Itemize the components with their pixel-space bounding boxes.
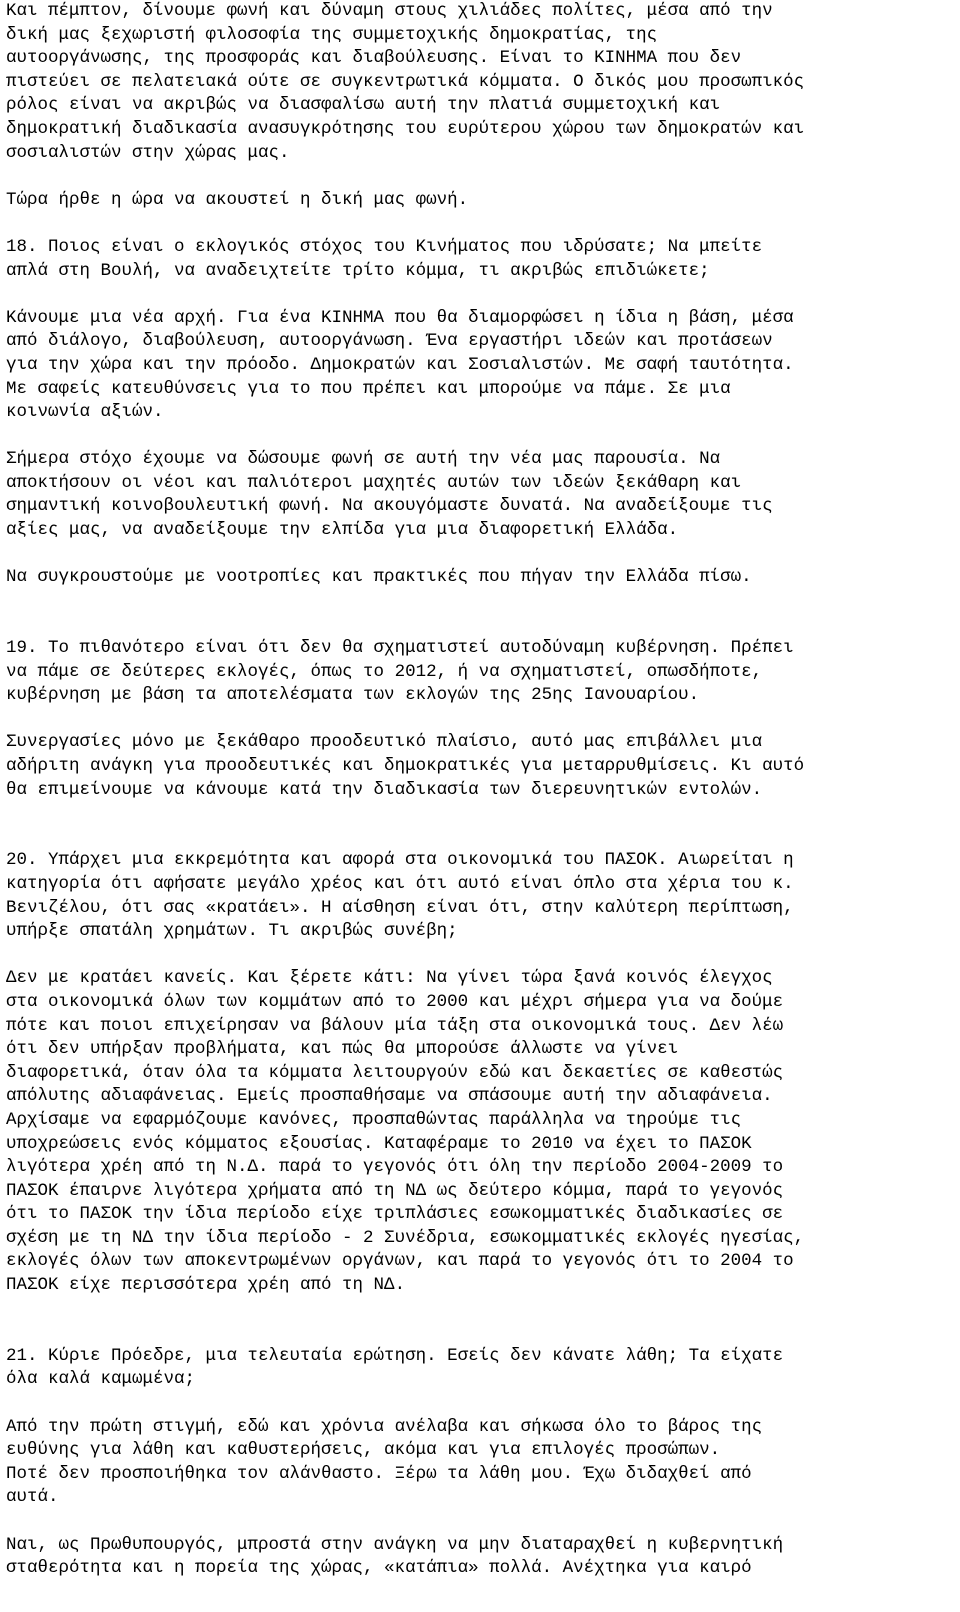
text-line: ότι δεν υπήρξαν προβλήματα, και πώς θα μπορούσε άλλωστε να γίνει [6, 1039, 679, 1060]
blank-line [6, 801, 960, 826]
blank-line [6, 1320, 960, 1345]
text-line: Τώρα ήρθε η ώρα να ακουστεί η δική μας φωνή. [6, 189, 469, 210]
text-line: αποκτήσουν οι νέοι και παλιότεροι μαχητές αυτών των ιδεών ξεκάθαρη και [6, 472, 742, 493]
text-line: αξίες μας, να αναδείξουμε την ελπίδα για μια διαφορετική Ελλάδα. [6, 520, 679, 541]
text-line: ευθύνης για λάθη και καθυστερήσεις, ακόμα και για επιλογές προσώπων. [6, 1440, 721, 1461]
text-line: Να συγκρουστούμε με νοοτροπίες και πρακτικές που πήγαν την Ελλάδα πίσω. [6, 567, 752, 588]
text-line: λιγότερα χρέη από τη Ν.Δ. παρά το γεγονός ότι όλη την περίοδο 2004-2009 το [6, 1157, 784, 1178]
text-line: Αρχίσαμε να εφαρμόζουμε κανόνες, προσπαθώντας παράλληλα να τηρούμε τις [6, 1109, 742, 1130]
text-line: σταθερότητα και η πορεία της χώρας, «κατάπια» πολλά. Ανέχτηκα για καιρό [6, 1558, 752, 1579]
blank-line [6, 282, 960, 307]
text-line: κοινωνία αξιών. [6, 402, 164, 423]
text-line: Δεν με κρατάει κανείς. Και ξέρετε κάτι: Να γίνει τώρα ξανά κοινός έλεγχος [6, 968, 773, 989]
text-line: δημοκρατική διαδικασία ανασυγκρότησης του ευρύτερου χώρου των δημοκρατών και [6, 118, 805, 139]
blank-line [6, 1391, 960, 1416]
blank-line [6, 707, 960, 732]
blank-line [6, 943, 960, 968]
blank-line [6, 1509, 960, 1534]
text-line: 20. Υπάρχει μια εκκρεμότητα και αφορά στα οικονομικά του ΠΑΣΟΚ. Αιωρείται η [6, 850, 794, 871]
text-line: από διάλογο, διαβούλευση, αυτοοργάνωση. Ένα εργαστήρι ιδεών και προτάσεων [6, 331, 773, 352]
blank-line [6, 211, 960, 236]
text-line: αυτοοργάνωσης, της προσφοράς και διαβούλευσης. Είναι το ΚΙΝΗΜΑ που δεν [6, 48, 742, 69]
text-line: σχέση με τη ΝΔ την ίδια περίοδο - 2 Συνέδρια, εσωκομματικές εκλογές ηγεσίας, [6, 1227, 805, 1248]
text-line: Ναι, ως Πρωθυπουργός, μπροστά στην ανάγκη να μην διαταραχθεί η κυβερνητική [6, 1534, 784, 1555]
text-line: ρόλος είναι να ακριβώς να διασφαλίσω αυτή την πλατιά συμμετοχική και [6, 95, 721, 116]
text-line: δική μας ξεχωριστή φιλοσοφία της συμμετοχικής δημοκρατίας, της [6, 24, 658, 45]
text-line: Βενιζέλου, ότι σας «κρατάει». Η αίσθηση είναι ότι, στην καλύτερη περίπτωση, [6, 897, 794, 918]
blank-line [6, 424, 960, 449]
text-line: αυτά. [6, 1487, 59, 1508]
text-line: για την χώρα και την πρόοδο. Δημοκρατών και Σοσιαλιστών. Με σαφή ταυτότητα. [6, 354, 794, 375]
blank-line [6, 542, 960, 567]
text-line: 19. Το πιθανότερο είναι ότι δεν θα σχηματιστεί αυτοδύναμη κυβέρνηση. Πρέπει [6, 638, 794, 659]
text-line: αδήριτη ανάγκη για προοδευτικές και δημοκρατικές για μεταρρυθμίσεις. Κι αυτό [6, 756, 805, 776]
text-line: Συνεργασίες μόνο με ξεκάθαρο προοδευτικό πλαίσιο, αυτό μας επιβάλλει μια [6, 732, 763, 753]
blank-line [6, 825, 960, 850]
text-line: Κάνουμε μια νέα αρχή. Για ένα ΚΙΝΗΜΑ που θα διαμορφώσει η ίδια η βάση, μέσα [6, 307, 794, 328]
text-line: απόλυτης αδιαφάνειας. Εμείς προσπαθήσαμε να σπάσουμε αυτή την αδιαφάνεια. [6, 1086, 773, 1107]
text-line: κατηγορία ότι αφήσατε μεγάλο χρέος και ότι αυτό είναι όπλο στα χέρια του κ. [6, 873, 794, 894]
text-line: ΠΑΣΟΚ έπαιρνε λιγότερα χρήματα από τη ΝΔ ως δεύτερο κόμμα, παρά το γεγονός [6, 1180, 784, 1201]
text-line: Με σαφείς κατευθύνσεις για το που πρέπει και μπορούμε να πάμε. Σε μια [6, 378, 731, 399]
text-line: πιστεύει σε πελατειακά ούτε σε συγκεντρωτικά κόμματα. Ο δικός μου προσωπικός [6, 71, 805, 92]
text-line: Και πέμπτον, δίνουμε φωνή και δύναμη στους χιλιάδες πολίτες, μέσα από την [6, 1, 773, 21]
blank-line [6, 589, 960, 614]
text-line: κυβέρνηση με βάση τα αποτελέσματα των εκλογών της 25ης Ιανουαρίου. [6, 685, 700, 706]
text-line: 18. Ποιος είναι ο εκλογικός στόχος του Κινήματος που ιδρύσατε; Να μπείτε [6, 236, 763, 257]
blank-line [6, 1297, 960, 1322]
text-line: εκλογές όλων των αποκεντρωμένων οργάνων, και παρά το γεγονός ότι το 2004 το [6, 1251, 794, 1272]
text-line: όλα καλά καμωμένα; [6, 1369, 196, 1390]
text-line: σοσιαλιστών στην χώρας μας. [6, 142, 290, 163]
text-line: Σήμερα στόχο έχουμε να δώσουμε φωνή σε αυτή την νέα μας παρουσία. Να [6, 449, 721, 470]
text-line: πότε και ποιοι επιχείρησαν να βάλουν μία τάξη στα οικονομικά τους. Δεν λέω [6, 1015, 784, 1036]
text-line: 21. Κύριε Πρόεδρε, μια τελευταία ερώτηση. Εσείς δεν κάνατε λάθη; Τα είχατε [6, 1345, 784, 1366]
blank-line [6, 164, 960, 189]
text-line: απλά στη Βουλή, να αναδειχτείτε τρίτο κόμμα, τι ακριβώς επιδιώκετε; [6, 260, 710, 281]
text-line: σημαντική κοινοβουλευτική φωνή. Να ακουγόμαστε δυνατά. Να αναδείξουμε τις [6, 496, 773, 517]
text-line: θα επιμείνουμε να κάνουμε κατά την διαδικασία των διερευνητικών εντολών. [6, 779, 763, 800]
text-line: να πάμε σε δεύτερες εκλογές, όπως το 2012, ή να σχηματιστεί, οπωσδήποτε, [6, 661, 763, 682]
text-line: υποχρεώσεις ενός κόμματος εξουσίας. Καταφέραμε το 2010 να έχει το ΠΑΣΟΚ [6, 1133, 752, 1154]
text-line: υπήρξε σπατάλη χρημάτων. Τι ακριβώς συνέβη; [6, 921, 458, 942]
blank-line [6, 612, 960, 637]
text-line: Ποτέ δεν προσποιήθηκα τον αλάνθαστο. Ξέρω τα λάθη μου. Έχω διδαχθεί από [6, 1463, 752, 1484]
text-line: ΠΑΣΟΚ είχε περισσότερα χρέη από τη ΝΔ. [6, 1275, 406, 1296]
text-line: διαφορετικά, όταν όλα τα κόμματα λειτουργούν εδώ και δεκαετίες σε καθεστώς [6, 1062, 784, 1083]
text-line: ότι το ΠΑΣΟΚ την ίδια περίοδο είχε τριπλάσιες εσωκομματικές διαδικασίες σε [6, 1204, 784, 1225]
text-line: Από την πρώτη στιγμή, εδώ και χρόνια ανέλαβα και σήκωσα όλο το βάρος της [6, 1416, 763, 1437]
text-line: στα οικονομικά όλων των κομμάτων από το 2000 και μέχρι σήμερα για να δούμε [6, 991, 784, 1012]
